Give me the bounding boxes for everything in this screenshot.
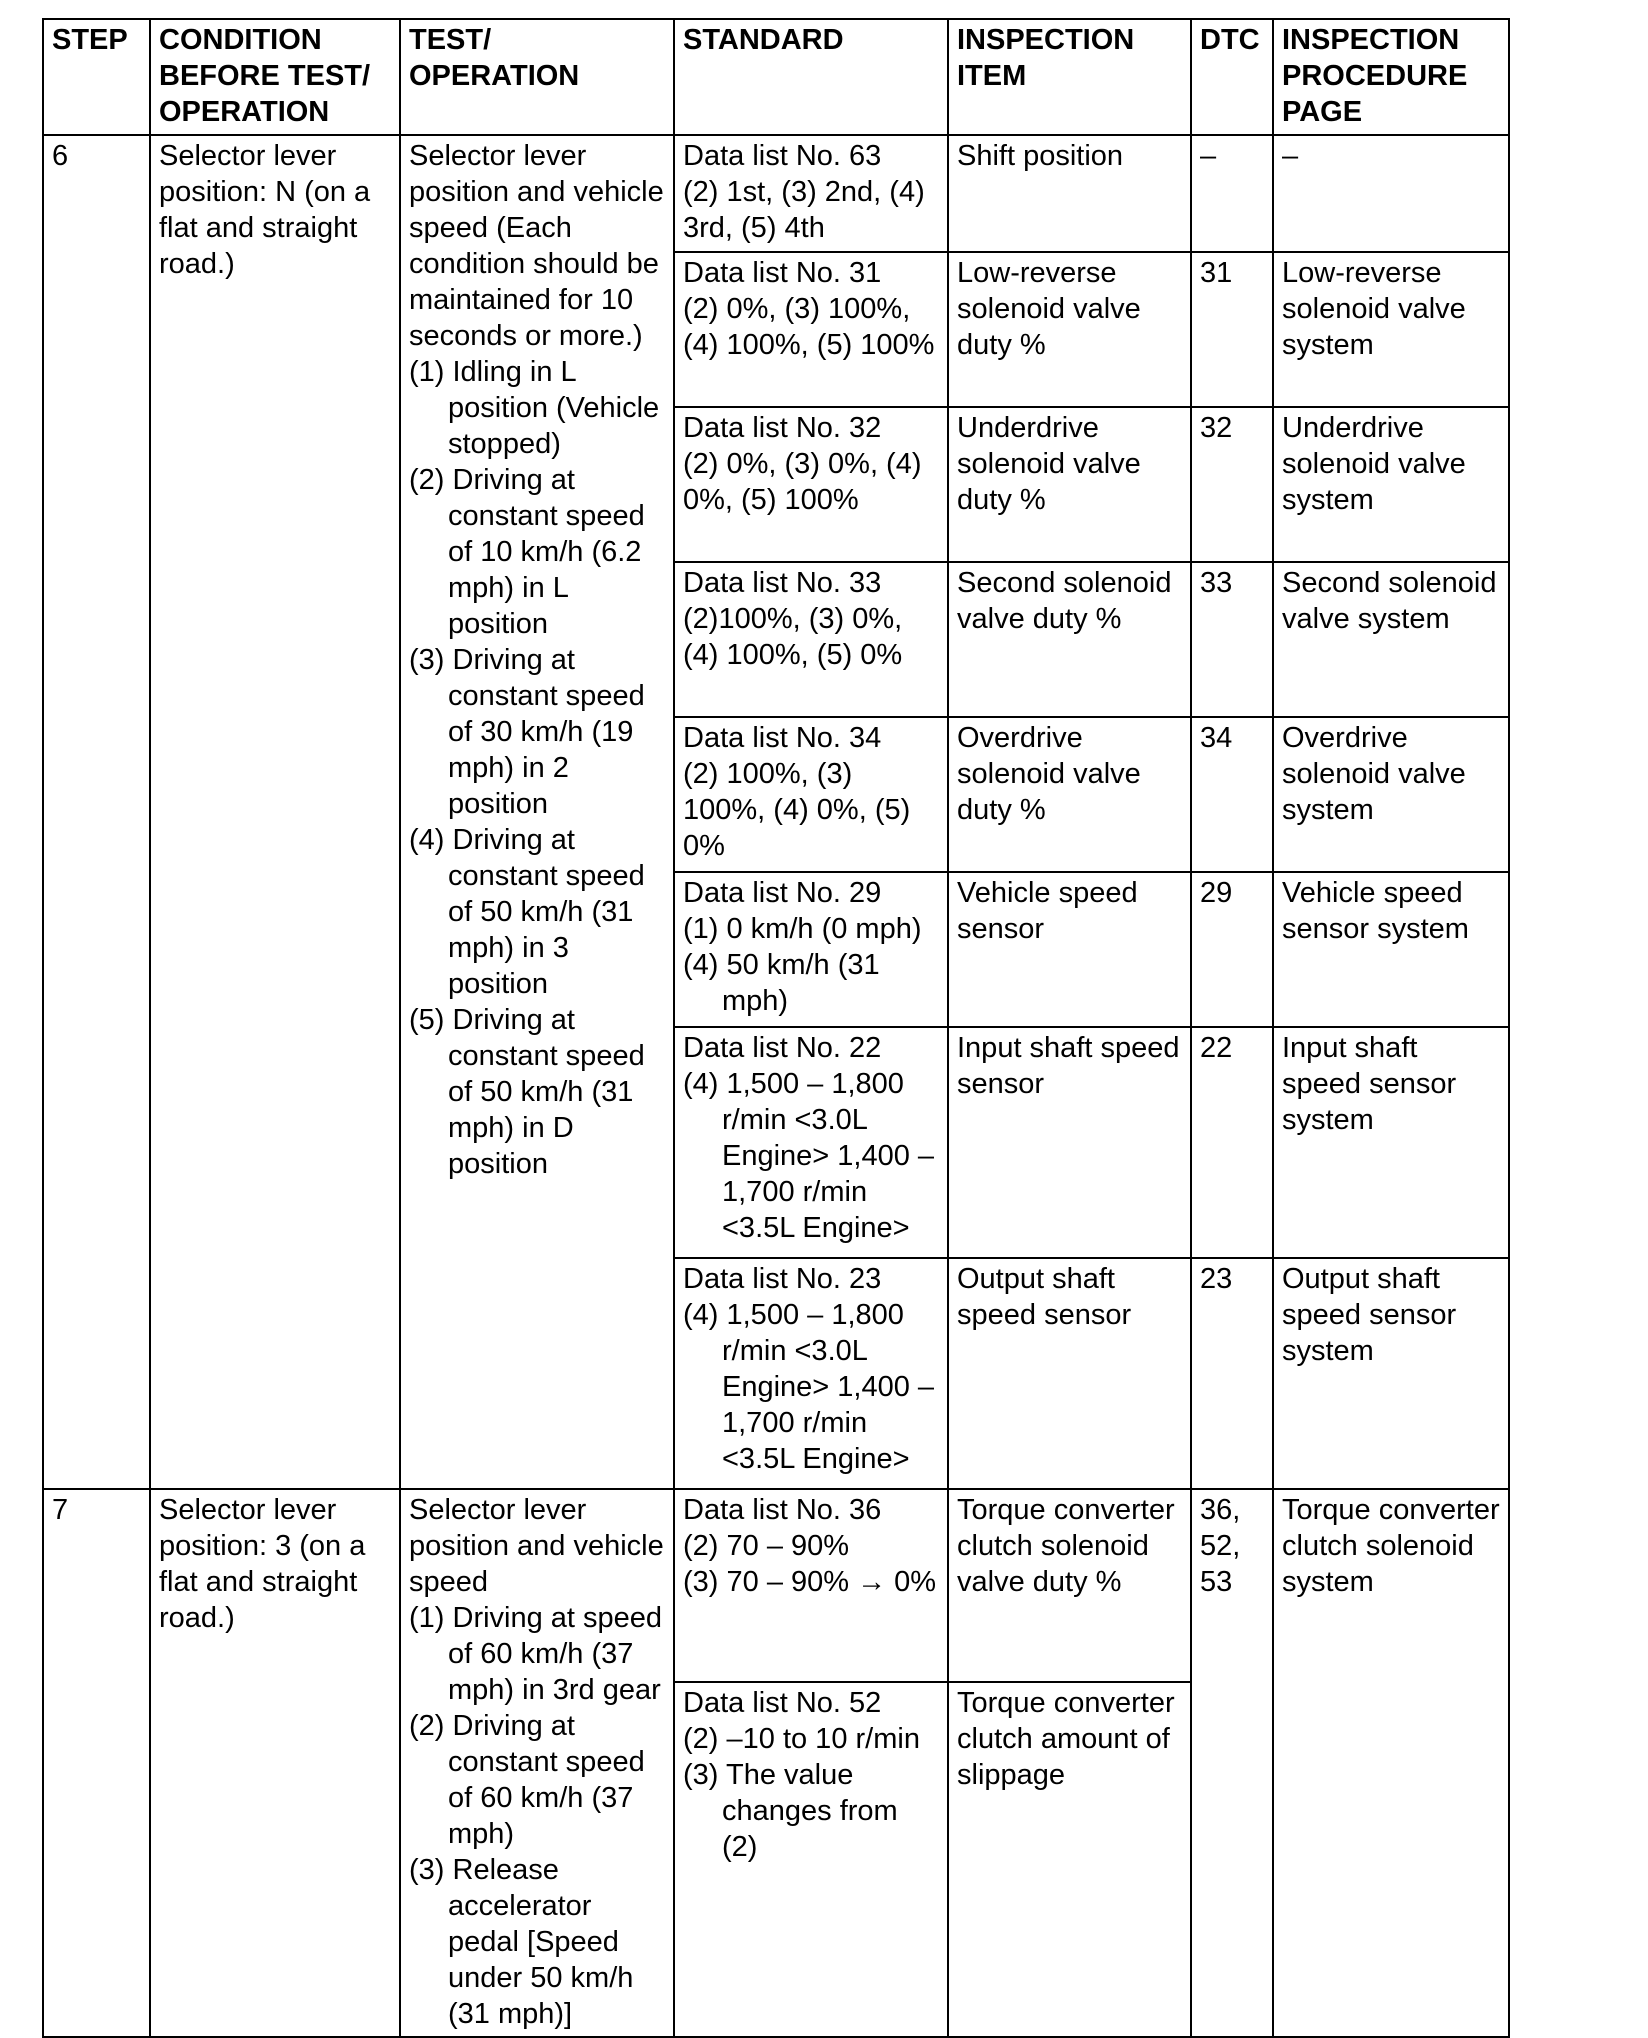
standard-value: (4) 50 km/h (31 mph) <box>683 949 880 1017</box>
standard-value: (4) 1,500 – 1,800 r/min <3.0L Engine> 1,400 – 1,700 r/min <3.5L Engine> <box>683 1299 935 1475</box>
standard-value: (2) –10 to 10 r/min <box>683 1722 920 1755</box>
test-item: (3) Release accelerator pedal [Speed under 50 km/h (31 mph)] <box>409 1854 634 2030</box>
dtc-code: 22 <box>1191 1027 1273 1258</box>
standard-value: (3) 70 – 90% → 0% <box>683 1566 937 1598</box>
inspection-table-container <box>42 18 1510 2038</box>
standard-value: (3) The value changes from (2) <box>683 1758 898 1863</box>
dtc-code: 31 <box>1191 252 1273 407</box>
inspection-item: Output shaft speed sensor <box>948 1258 1191 1489</box>
standard-cell <box>674 252 948 407</box>
inspection-item: Shift position <box>948 135 1191 252</box>
procedure-page: – <box>1273 135 1509 252</box>
standard-cell <box>674 407 948 562</box>
inspection-item: Second solenoid valve duty % <box>948 562 1191 717</box>
inspection-item: Low-reverse solenoid valve duty % <box>948 252 1191 407</box>
test-item: (1) Driving at speed of 60 km/h (37 mph) in 3rd gear <box>409 1602 663 1706</box>
standard-value: (2) 0%, (3) 0%, (4) 0%, (5) 100% <box>683 448 922 516</box>
dtc-code: – <box>1191 135 1273 252</box>
procedure-page: Second solenoid valve system <box>1273 562 1509 717</box>
dtc-code: 33 <box>1191 562 1273 717</box>
test-item: (3) Driving at constant speed of 30 km/h (19 mph) in 2 position <box>409 644 645 820</box>
inspection-item: Torque converter clutch amount of slippage <box>948 1682 1191 2037</box>
standard-cell <box>674 872 948 1027</box>
standard-title: Data list No. 32 <box>683 412 882 444</box>
header-test: TEST/ OPERATION <box>400 19 674 135</box>
step-7-condition: Selector lever position: 3 (on a flat and straight road.) <box>150 1489 400 2037</box>
standard-title: Data list No. 36 <box>683 1494 882 1526</box>
step-6-condition: Selector lever position: N (on a flat and straight road.) <box>150 135 400 1489</box>
dtc-code: 32 <box>1191 407 1273 562</box>
standard-value: (2) 70 – 90% <box>683 1530 850 1562</box>
test-item: (1) Idling in L position (Vehicle stopped) <box>409 356 660 460</box>
test-item: (2) Driving at constant speed of 60 km/h (37 mph) <box>409 1710 645 1850</box>
dtc-code: 29 <box>1191 872 1273 1027</box>
test-intro: Selector lever position and vehicle speed <box>409 1494 664 1598</box>
inspection-table <box>42 18 1510 2038</box>
step-6-number: 6 <box>43 135 150 1489</box>
header-procedure-page: INSPECTION PROCEDURE PAGE <box>1273 19 1509 135</box>
table-row <box>43 1489 1509 1682</box>
standard-title: Data list No. 31 <box>683 257 882 289</box>
inspection-item: Underdrive solenoid valve duty % <box>948 407 1191 562</box>
standard-cell <box>674 1027 948 1258</box>
header-condition: CONDITION BEFORE TEST/ OPERATION <box>150 19 400 135</box>
standard-title: Data list No. 63 <box>683 140 882 172</box>
header-row <box>43 19 1509 135</box>
dtc-code: 23 <box>1191 1258 1273 1489</box>
step-7-number: 7 <box>43 1489 150 2037</box>
dtc-code: 36, 52, 53 <box>1191 1489 1273 2037</box>
standard-cell <box>674 1489 948 1682</box>
standard-value: (2) 1st, (3) 2nd, (4) 3rd, (5) 4th <box>683 176 925 244</box>
standard-cell <box>674 717 948 872</box>
test-intro: Selector lever position and vehicle speed (Each condition should be maintained for 10 seconds or more.) <box>409 140 664 352</box>
standard-cell <box>674 1258 948 1489</box>
procedure-page: Underdrive solenoid valve system <box>1273 407 1509 562</box>
standard-value: (2) 0%, (3) 100%, (4) 100%, (5) 100% <box>683 293 935 361</box>
dtc-code: 34 <box>1191 717 1273 872</box>
standard-cell <box>674 1682 948 2037</box>
procedure-page: Input shaft speed sensor system <box>1273 1027 1509 1258</box>
test-item: (2) Driving at constant speed of 10 km/h (6.2 mph) in L position <box>409 464 645 640</box>
procedure-page: Torque converter clutch solenoid system <box>1273 1489 1509 2037</box>
header-dtc: DTC <box>1191 19 1273 135</box>
test-item: (4) Driving at constant speed of 50 km/h (31 mph) in 3 position <box>409 824 645 1000</box>
standard-title: Data list No. 52 <box>683 1686 882 1719</box>
standard-title: Data list No. 33 <box>683 567 882 599</box>
procedure-page: Vehicle speed sensor system <box>1273 872 1509 1027</box>
test-item: (5) Driving at constant speed of 50 km/h (31 mph) in D position <box>409 1004 645 1180</box>
procedure-page: Overdrive solenoid valve system <box>1273 717 1509 872</box>
procedure-page: Low-reverse solenoid valve system <box>1273 252 1509 407</box>
table-row <box>43 135 1509 252</box>
header-standard: STANDARD <box>674 19 948 135</box>
header-inspection-item: INSPECTION ITEM <box>948 19 1191 135</box>
standard-title: Data list No. 29 <box>683 877 882 909</box>
standard-cell <box>674 135 948 252</box>
standard-value: (2) 100%, (3) 100%, (4) 0%, (5) 0% <box>683 758 911 862</box>
inspection-item: Torque converter clutch solenoid valve duty % <box>948 1489 1191 1682</box>
standard-title: Data list No. 22 <box>683 1032 882 1064</box>
procedure-page: Output shaft speed sensor system <box>1273 1258 1509 1489</box>
step-6-test <box>400 135 674 1489</box>
step-7-test <box>400 1489 674 2037</box>
header-step: STEP <box>43 19 150 135</box>
inspection-item: Input shaft speed sensor <box>948 1027 1191 1258</box>
standard-cell <box>674 562 948 717</box>
standard-value: (1) 0 km/h (0 mph) <box>683 913 922 945</box>
inspection-item: Vehicle speed sensor <box>948 872 1191 1027</box>
standard-value: (2)100%, (3) 0%, (4) 100%, (5) 0% <box>683 603 903 671</box>
standard-title: Data list No. 34 <box>683 722 882 754</box>
inspection-item: Overdrive solenoid valve duty % <box>948 717 1191 872</box>
standard-title: Data list No. 23 <box>683 1263 882 1295</box>
standard-value: (4) 1,500 – 1,800 r/min <3.0L Engine> 1,400 – 1,700 r/min <3.5L Engine> <box>683 1068 935 1244</box>
